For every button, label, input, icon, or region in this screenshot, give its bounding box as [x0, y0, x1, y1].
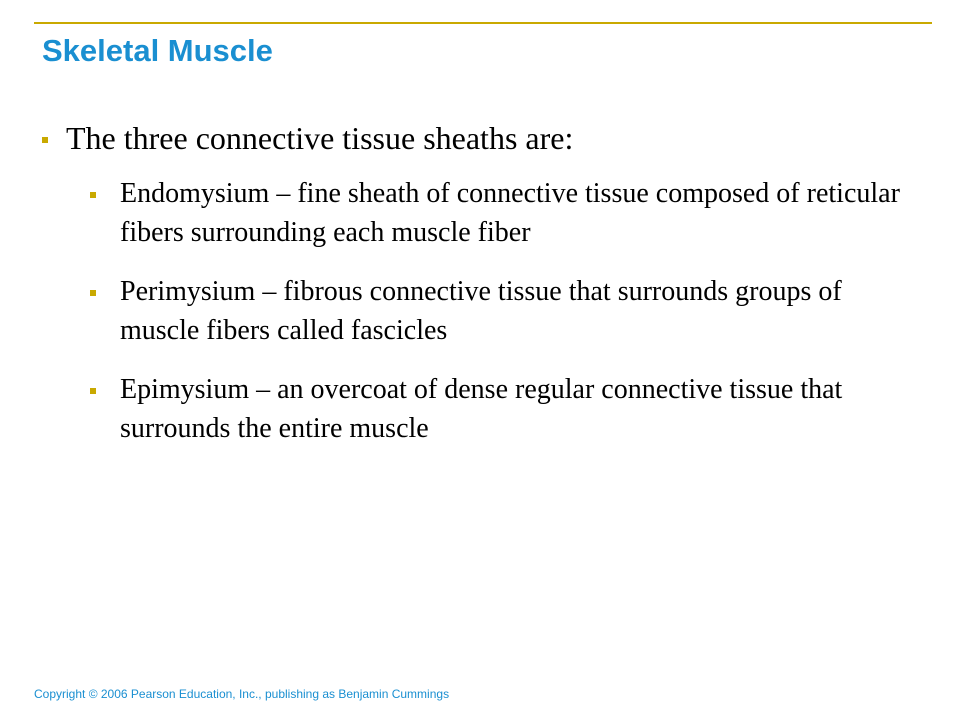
top-rule-divider — [34, 22, 932, 24]
endomysium-text: Endomysium – fine sheath of connective tissue composed of reticular fibers surrounding each muscle fiber — [120, 178, 900, 248]
sheath-list — [42, 174, 922, 448]
slide-content — [42, 116, 922, 468]
epimysium-text: Epimysium – an overcoat of dense regular connective tissue that surrounds the entire muscle — [120, 374, 843, 444]
list-item-perimysium — [42, 272, 922, 350]
list-item-endomysium — [42, 174, 922, 252]
square-bullet-icon — [42, 137, 48, 143]
square-bullet-icon — [90, 192, 96, 198]
intro-text: The three connective tissue sheaths are: — [66, 120, 574, 156]
list-item-epimysium — [42, 370, 922, 448]
perimysium-text: Perimysium – fibrous connective tissue that surrounds groups of muscle fibers called fascicles — [120, 276, 842, 346]
square-bullet-icon — [90, 388, 96, 394]
square-bullet-icon — [90, 290, 96, 296]
intro-bullet — [42, 116, 922, 160]
slide-title: Skeletal Muscle — [42, 33, 273, 68]
copyright-footer: Copyright © 2006 Pearson Education, Inc., publishing as Benjamin Cummings — [34, 687, 450, 701]
